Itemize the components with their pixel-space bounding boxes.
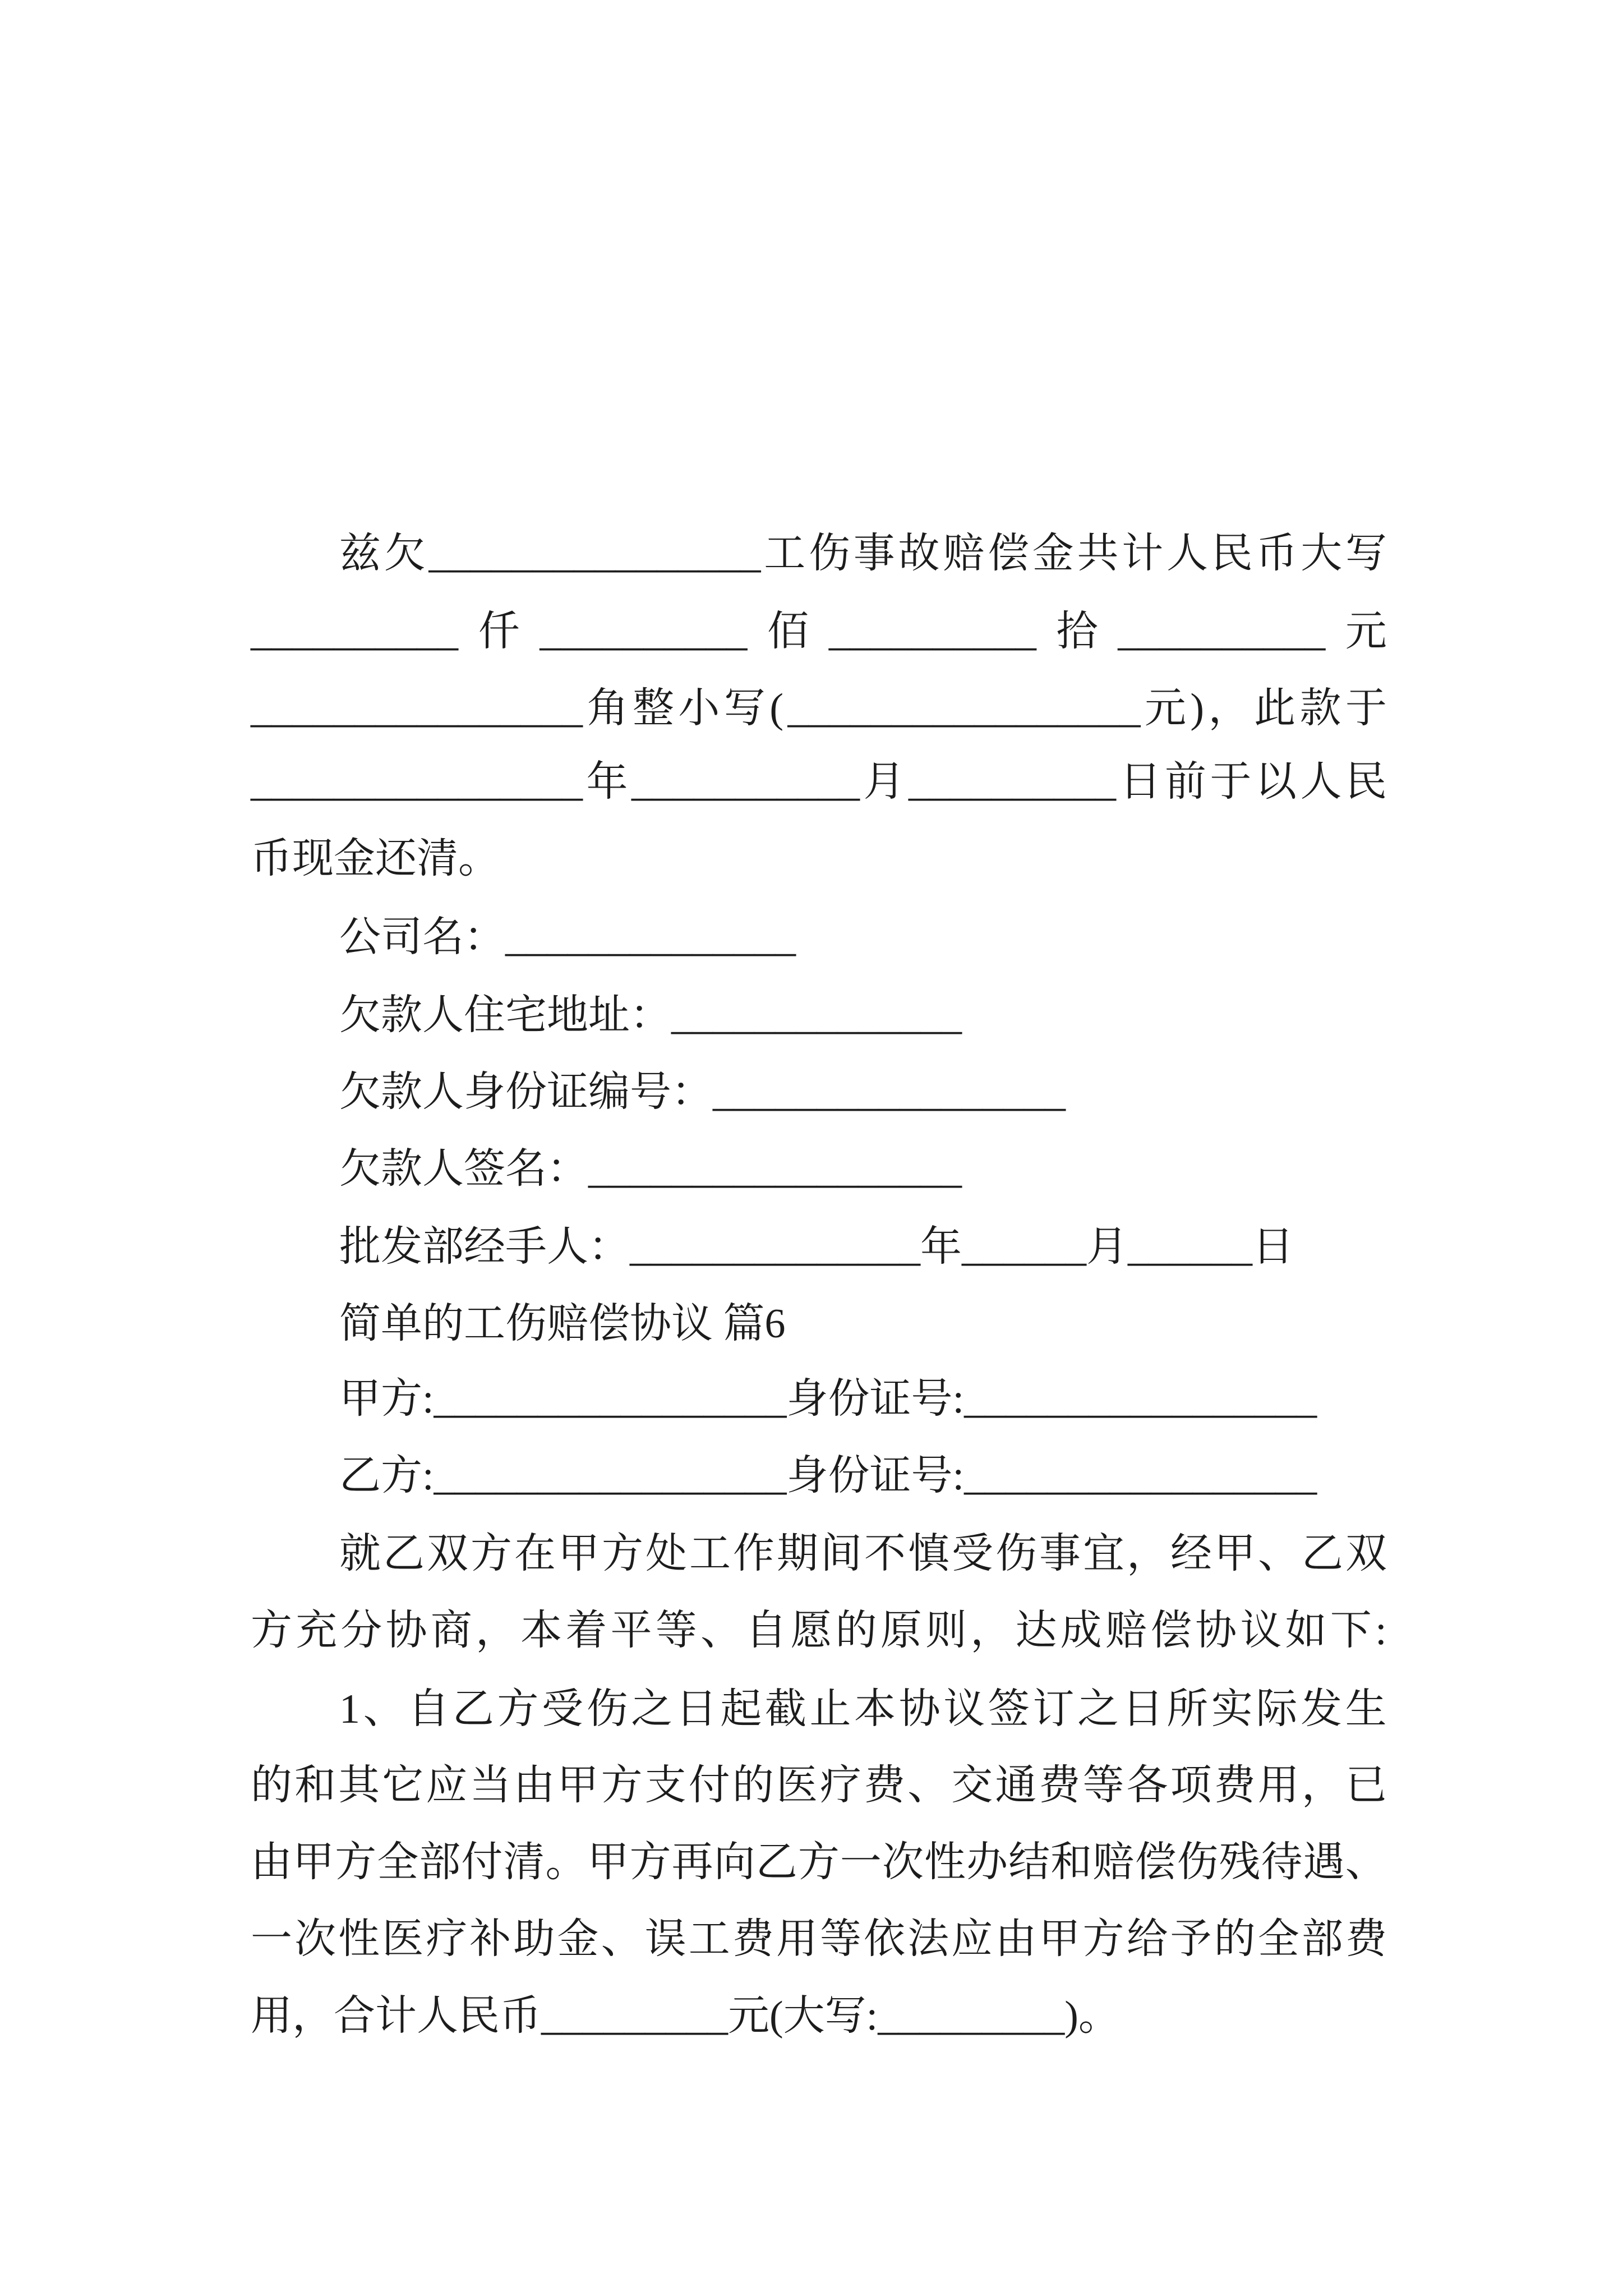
text-glyph: 、 <box>1258 1531 1299 1577</box>
text-glyph: 费 <box>864 1763 906 1809</box>
text-glyph: 实 <box>1211 1686 1253 1732</box>
text-glyph: 已 <box>1345 1763 1387 1809</box>
text-glyph: 清 <box>503 1839 545 1885</box>
text-glyph: 、 <box>601 1916 643 1962</box>
fill-in-blank: ________________ <box>428 531 761 577</box>
text-glyph: 双 <box>427 1531 468 1577</box>
text-glyph: 给 <box>1126 1916 1168 1962</box>
text-glyph: : <box>1375 1608 1387 1654</box>
text-glyph: 甲 <box>1039 1916 1081 1962</box>
text-glyph: 由 <box>513 1763 555 1809</box>
text-glyph: 计 <box>1122 531 1164 577</box>
clause-1-line: 用，合计人民币_________元(大写:_________)。 <box>251 1993 1120 2039</box>
text-glyph: 元 <box>1144 685 1186 731</box>
text-glyph: 项 <box>1170 1763 1212 1809</box>
text-glyph: 事 <box>853 531 895 577</box>
text-glyph: 于 <box>1210 759 1252 805</box>
text-glyph: 截 <box>764 1686 806 1732</box>
text-glyph: 故 <box>898 531 940 577</box>
iou-statement-line <box>251 604 1387 660</box>
text-glyph: 就 <box>339 1531 381 1577</box>
text-glyph: 伤 <box>809 531 850 577</box>
text-glyph: 金 <box>1032 531 1074 577</box>
text-glyph: 性 <box>338 1916 380 1962</box>
fill-in-blank: __________ <box>1118 609 1326 655</box>
text-glyph: 工 <box>689 1531 731 1577</box>
text-glyph: 受 <box>541 1686 583 1732</box>
text-glyph: 在 <box>514 1531 556 1577</box>
text-glyph: 用 <box>1257 1763 1299 1809</box>
text-glyph: 如 <box>1285 1608 1327 1654</box>
text-glyph: 着 <box>565 1608 607 1654</box>
text-glyph: 年 <box>586 759 628 805</box>
text-glyph: 向 <box>713 1839 755 1885</box>
text-glyph: 欠 <box>384 531 426 577</box>
text-glyph: 等 <box>655 1608 697 1654</box>
text-glyph: 人 <box>1166 531 1208 577</box>
text-glyph: 乙 <box>452 1686 494 1732</box>
company-name-field: 公司名：______________ <box>339 914 796 960</box>
fill-in-blank: ________________ <box>251 759 583 805</box>
text-glyph: 偿 <box>988 531 1029 577</box>
text-glyph: 它 <box>382 1763 424 1809</box>
text-glyph: 伤 <box>1177 1839 1219 1885</box>
debtor-address-field: 欠款人住宅地址：______________ <box>339 992 962 1038</box>
text-glyph: 方 <box>601 1763 643 1809</box>
text-glyph: 补 <box>469 1916 511 1962</box>
clause-1-line <box>251 1911 1387 1967</box>
text-glyph: 乙 <box>1302 1531 1343 1577</box>
text-glyph: 医 <box>382 1916 424 1962</box>
text-glyph: 签 <box>988 1686 1030 1732</box>
text-glyph: 不 <box>864 1531 906 1577</box>
iou-statement-line <box>339 526 1387 582</box>
text-glyph: ( <box>769 685 783 731</box>
text-glyph: 共 <box>1077 531 1119 577</box>
text-glyph: 次 <box>294 1916 336 1962</box>
text-glyph: 伤 <box>586 1686 628 1732</box>
text-glyph: 赔 <box>1105 1608 1147 1654</box>
text-glyph: ， <box>1301 1763 1343 1809</box>
text-glyph: 各 <box>1126 1763 1168 1809</box>
text-glyph: 交 <box>951 1763 993 1809</box>
text-glyph: 充 <box>296 1608 338 1654</box>
text-glyph: 应 <box>951 1916 993 1962</box>
text-glyph: 民 <box>1211 531 1253 577</box>
text-glyph: 元 <box>1345 609 1387 655</box>
text-glyph: 下 <box>1330 1608 1372 1654</box>
text-glyph: 起 <box>720 1686 762 1732</box>
text-glyph: 残 <box>1219 1839 1261 1885</box>
fill-in-blank: __________ <box>540 609 748 655</box>
fill-in-blank: __________ <box>828 609 1036 655</box>
text-glyph: 乙 <box>755 1839 797 1885</box>
text-glyph: 医 <box>776 1763 818 1809</box>
text-glyph: 全 <box>1257 1916 1299 1962</box>
text-glyph: 甲 <box>558 1531 600 1577</box>
text-glyph: 此 <box>1254 685 1295 731</box>
text-glyph: 于 <box>1345 685 1387 731</box>
text-glyph: 的 <box>835 1608 877 1654</box>
text-glyph: 付 <box>461 1839 503 1885</box>
text-glyph: 费 <box>1345 1916 1387 1962</box>
text-glyph: 和 <box>294 1763 336 1809</box>
text-glyph: 慎 <box>908 1531 949 1577</box>
text-glyph: 和 <box>1050 1839 1092 1885</box>
text-glyph: 币 <box>1256 531 1298 577</box>
text-glyph: 自 <box>745 1608 787 1654</box>
text-glyph: 自 <box>408 1686 450 1732</box>
text-glyph: 的 <box>1214 1916 1256 1962</box>
text-glyph: 甲 <box>587 1839 629 1885</box>
text-glyph: 原 <box>880 1608 922 1654</box>
text-glyph: 应 <box>426 1763 468 1809</box>
text-glyph: 待 <box>1261 1839 1303 1885</box>
text-glyph: 协 <box>1195 1608 1237 1654</box>
text-glyph: 一 <box>251 1916 292 1962</box>
text-glyph: 作 <box>733 1531 774 1577</box>
text-glyph: 费 <box>1039 1763 1081 1809</box>
text-glyph: 办 <box>966 1839 1008 1885</box>
text-glyph: ， <box>1127 1531 1168 1577</box>
text-glyph: 、 <box>700 1608 743 1654</box>
text-glyph: 方 <box>335 1839 377 1885</box>
agreement-title: 简单的工伤赔偿协议 篇6 <box>339 1301 786 1347</box>
text-glyph: 佰 <box>767 609 809 655</box>
text-glyph: 处 <box>645 1531 687 1577</box>
text-glyph: ， <box>476 1608 518 1654</box>
text-glyph: 通 <box>995 1763 1037 1809</box>
text-glyph: 双 <box>1345 1531 1387 1577</box>
iou-statement-line: 币现金还清。 <box>251 836 500 882</box>
text-glyph: 协 <box>898 1686 940 1732</box>
text-glyph: 前 <box>1165 759 1206 805</box>
text-glyph: 次 <box>882 1839 924 1885</box>
fill-in-blank: __________ <box>251 609 458 655</box>
text-glyph: 仟 <box>478 609 520 655</box>
text-glyph: ， <box>1208 685 1250 731</box>
text-glyph: 止 <box>809 1686 851 1732</box>
text-glyph: 款 <box>1299 685 1341 731</box>
text-glyph: 遇 <box>1303 1839 1345 1885</box>
clause-1-line <box>339 1681 1387 1737</box>
text-glyph: 方 <box>602 1531 643 1577</box>
text-glyph: 用 <box>776 1916 818 1962</box>
text-glyph: 。 <box>545 1839 587 1885</box>
text-glyph: 方 <box>497 1686 539 1732</box>
text-glyph: 方 <box>471 1531 512 1577</box>
text-glyph: 误 <box>644 1916 686 1962</box>
text-glyph: 际 <box>1256 1686 1298 1732</box>
text-glyph: 依 <box>864 1916 906 1962</box>
text-glyph: 部 <box>419 1839 461 1885</box>
text-glyph: 角 <box>587 685 629 731</box>
text-glyph: 其 <box>338 1763 380 1809</box>
text-glyph: 偿 <box>1135 1839 1177 1885</box>
text-glyph: 日 <box>1122 1686 1164 1732</box>
text-glyph: 结 <box>1008 1839 1050 1885</box>
text-glyph: 民 <box>1345 759 1387 805</box>
text-glyph: 、 <box>907 1763 949 1809</box>
text-glyph: ， <box>970 1608 1012 1654</box>
fill-in-blank: ________________ <box>251 685 583 731</box>
text-glyph: 本 <box>520 1608 562 1654</box>
text-glyph: 由 <box>995 1916 1037 1962</box>
text-glyph: 疗 <box>820 1763 862 1809</box>
fill-in-blank: _________________ <box>787 685 1141 731</box>
iou-statement-line <box>251 754 1387 810</box>
text-glyph: 本 <box>854 1686 896 1732</box>
text-glyph: 之 <box>631 1686 673 1732</box>
text-glyph: 支 <box>644 1763 686 1809</box>
fill-in-blank: __________ <box>909 759 1116 805</box>
text-glyph: 成 <box>1060 1608 1102 1654</box>
text-glyph: 性 <box>924 1839 966 1885</box>
debtor-signature-field: 欠款人签名：__________________ <box>339 1146 962 1192</box>
text-glyph: 生 <box>1345 1686 1387 1732</box>
text-glyph: 方 <box>251 1608 292 1654</box>
text-glyph: 的 <box>251 1763 292 1809</box>
fill-in-blank: ___________ <box>631 759 860 805</box>
text-glyph: 大 <box>1301 531 1343 577</box>
text-glyph: 商 <box>430 1608 472 1654</box>
text-glyph: 经 <box>1170 1531 1212 1577</box>
text-glyph: 费 <box>732 1916 774 1962</box>
text-glyph: 发 <box>1301 1686 1343 1732</box>
text-glyph: 受 <box>952 1531 993 1577</box>
text-glyph: 协 <box>385 1608 427 1654</box>
text-glyph: 日 <box>1119 759 1161 805</box>
text-glyph: 平 <box>610 1608 652 1654</box>
text-glyph: 以 <box>1255 759 1297 805</box>
text-glyph: 人 <box>1300 759 1342 805</box>
text-glyph: 部 <box>1301 1916 1343 1962</box>
text-glyph: 愿 <box>790 1608 832 1654</box>
text-glyph: 月 <box>863 759 905 805</box>
text-glyph: 事 <box>1039 1531 1081 1577</box>
text-glyph: 金 <box>557 1916 599 1962</box>
text-glyph: 之 <box>1077 1686 1119 1732</box>
text-glyph: 拾 <box>1056 609 1098 655</box>
clause-1-line <box>251 1757 1387 1814</box>
text-glyph: 再 <box>671 1839 713 1885</box>
text-glyph: 写 <box>1345 531 1387 577</box>
text-glyph: 伤 <box>995 1531 1037 1577</box>
text-glyph: 所 <box>1166 1686 1209 1732</box>
text-glyph: 赔 <box>1092 1839 1135 1885</box>
text-glyph: 则 <box>925 1608 967 1654</box>
handler-date-field: 批发部经手人：______________年______月______日 <box>339 1224 1294 1270</box>
text-glyph: 宜 <box>1083 1531 1124 1577</box>
text-glyph: 费 <box>1214 1763 1256 1809</box>
text-glyph: 赔 <box>943 531 985 577</box>
text-glyph: 方 <box>1082 1916 1124 1962</box>
clause-1-line <box>251 1834 1387 1890</box>
text-glyph: 法 <box>907 1916 949 1962</box>
text-glyph: 方 <box>629 1839 671 1885</box>
text-glyph: 工 <box>764 531 806 577</box>
preamble-line <box>339 1526 1387 1582</box>
text-glyph: 议 <box>943 1686 985 1732</box>
text-glyph: 、 <box>363 1686 405 1732</box>
text-glyph: 期 <box>777 1531 818 1577</box>
party-a-field: 甲方:_________________身份证号:_________________ <box>339 1376 1317 1422</box>
preamble-line <box>251 1603 1387 1659</box>
text-glyph: 达 <box>1015 1608 1057 1654</box>
text-glyph: 等 <box>1082 1763 1124 1809</box>
text-glyph: 全 <box>377 1839 419 1885</box>
text-glyph: 甲 <box>557 1763 599 1809</box>
text-glyph: 偿 <box>1150 1608 1192 1654</box>
text-glyph: 订 <box>1032 1686 1075 1732</box>
text-glyph: 分 <box>340 1608 382 1654</box>
text-glyph: 助 <box>513 1916 555 1962</box>
text-glyph: 甲 <box>1214 1531 1256 1577</box>
text-glyph: 小 <box>678 685 720 731</box>
text-glyph: 等 <box>820 1916 862 1962</box>
text-glyph: 、 <box>1345 1839 1387 1885</box>
text-glyph: 一 <box>840 1839 882 1885</box>
text-glyph: 方 <box>797 1839 840 1885</box>
text-glyph: 写 <box>723 685 766 731</box>
iou-statement-line <box>251 680 1387 737</box>
text-glyph: 间 <box>820 1531 862 1577</box>
text-glyph: 的 <box>732 1763 774 1809</box>
text-glyph: 疗 <box>426 1916 468 1962</box>
text-glyph: 当 <box>469 1763 511 1809</box>
text-glyph: ) <box>1190 685 1205 731</box>
text-glyph: 兹 <box>339 531 381 577</box>
debtor-id-number-field: 欠款人身份证编号：_________________ <box>339 1069 1066 1115</box>
text-glyph: 由 <box>251 1839 292 1885</box>
text-glyph: 1 <box>339 1686 360 1732</box>
text-glyph: 予 <box>1170 1916 1212 1962</box>
text-glyph: 工 <box>688 1916 730 1962</box>
text-glyph: 甲 <box>293 1839 335 1885</box>
party-b-field: 乙方:_________________身份证号:_________________ <box>339 1453 1317 1499</box>
text-glyph: 整 <box>632 685 674 731</box>
text-glyph: 付 <box>688 1763 730 1809</box>
text-glyph: 日 <box>675 1686 717 1732</box>
text-glyph: 乙 <box>383 1531 425 1577</box>
text-glyph: 议 <box>1240 1608 1282 1654</box>
